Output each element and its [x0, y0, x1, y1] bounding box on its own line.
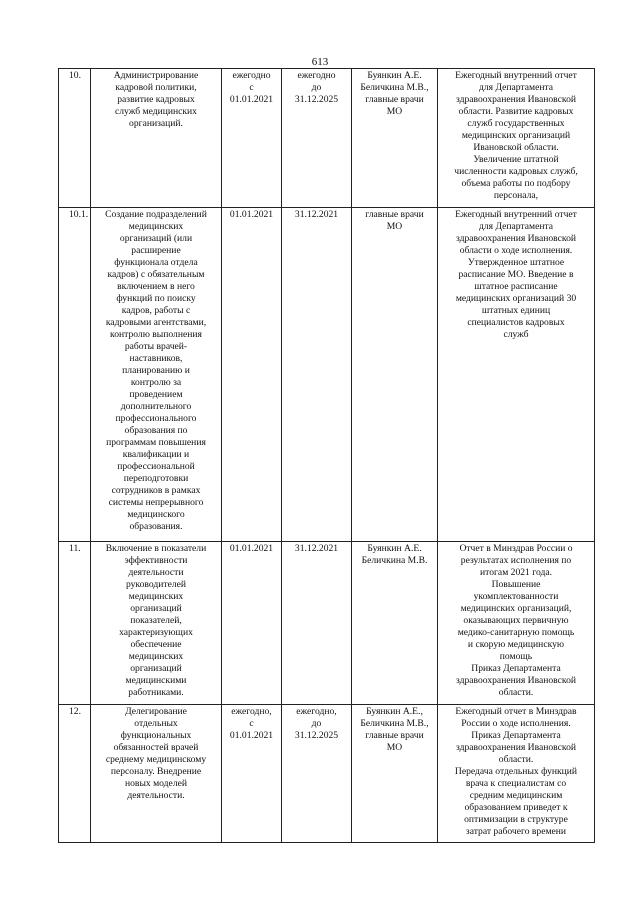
expected-result: Ежегодный отчет в Минздрав России о ходе исполнения. Приказ Департамента здравоохранения Ивановской области. Передача отдельных функций врача к специалистам со средним медицинским образованием приведет к оптимизации в структуре затрат рабочего времени [438, 705, 595, 843]
end-date: 31.12.2021 [282, 542, 352, 705]
event-description: Создание подразделений медицинских организаций (или расширение функционала отдела кадров) с обязательным включением в него функций по поиску кадров, работы с кадровыми агентствами, контролю выполнения работы врачей- наставников, планированию и контролю за проведением дополнительного профессионального образования по программам повышения квалификации и профессиональной переподготовки сотрудников в рамках системы непрерывного медицинского образования. [91, 208, 222, 542]
table-row [59, 69, 595, 208]
start-date: 01.01.2021 [222, 208, 282, 542]
expected-result: Ежегодный внутренний отчет для Департамента здравоохранения Ивановской области о ходе исполнения. Утвержденное штатное расписание МО. Введение в штатное расписание медицинских организаций 30 штатных единиц специалистов кадровых служб [438, 208, 595, 542]
start-date: ежегодно, с 01.01.2021 [222, 705, 282, 843]
event-description: Администрирование кадровой политики, развитие кадровых служб медицинских организаций. [91, 69, 222, 208]
event-description: Делегирование отдельных функциональных обязанностей врачей среднему медицинскому персоналу. Внедрение новых моделей деятельности. [91, 705, 222, 843]
event-description: Включение в показатели эффективности деятельности руководителей медицинских организаций показателей, характеризующих обеспечение медицинских организаций медицинскими работниками. [91, 542, 222, 705]
start-date: 01.01.2021 [222, 542, 282, 705]
item-number: 11. [59, 542, 91, 705]
item-number: 10. [59, 69, 91, 208]
end-date: 31.12.2021 [282, 208, 352, 542]
item-number: 12. [59, 705, 91, 843]
responsible: Буянкин А.Е. Беличкина М.В. [352, 542, 438, 705]
responsible: главные врачи МО [352, 208, 438, 542]
end-date: ежегодно, до 31.12.2025 [282, 705, 352, 843]
responsible: Буянкин А.Е., Беличкина М.В., главные врачи МО [352, 705, 438, 843]
table-row [59, 208, 595, 542]
expected-result: Отчет в Минздрав России о результатах исполнения по итогам 2021 года. Повышение укомплектованности медицинских организаций, оказывающих первичную медико-санитарную помощь и скорую медицинскую помощь Приказ Департамента здравоохранения Ивановской области. [438, 542, 595, 705]
expected-result: Ежегодный внутренний отчет для Департамента здравоохранения Ивановской области. Развитие кадровых служб государственных медицинских организаций Ивановской области. Увеличение штатной численности кадровых служб, объема работы по подбору персонала, [438, 69, 595, 208]
table-row [59, 705, 595, 843]
item-number: 10.1. [59, 208, 91, 542]
page-number: 613 [311, 56, 329, 68]
end-date: ежегодно до 31.12.2025 [282, 69, 352, 208]
start-date: ежегодно с 01.01.2021 [222, 69, 282, 208]
table-row [59, 542, 595, 705]
responsible: Буянкин А.Е. Беличкина М.В., главные врачи МО [352, 69, 438, 208]
action-plan-table [58, 68, 595, 843]
